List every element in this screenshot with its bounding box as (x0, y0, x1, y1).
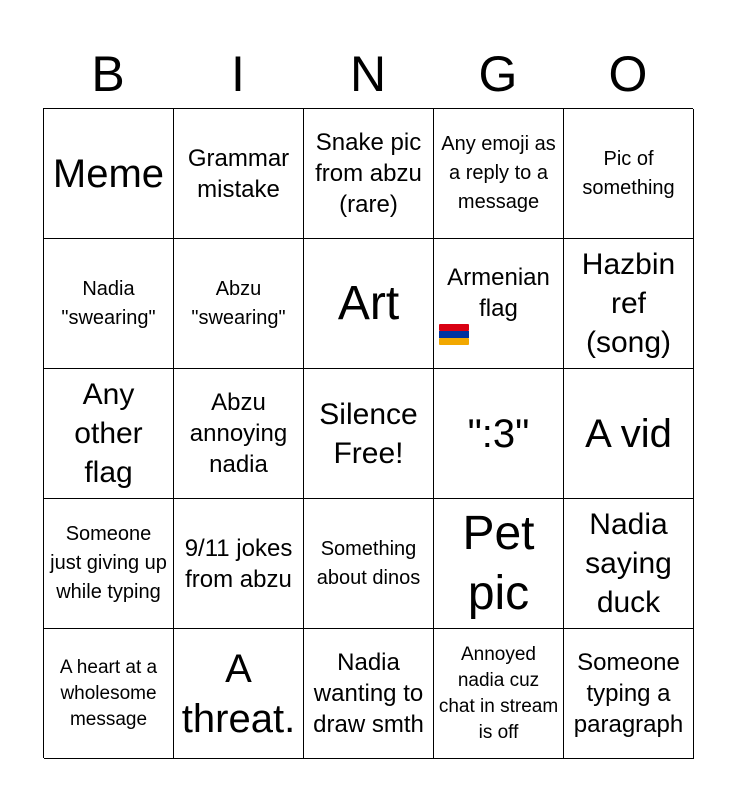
bingo-cell[interactable] (564, 239, 694, 369)
bingo-cell[interactable] (44, 239, 174, 369)
cell-text: Armenian flag (447, 264, 550, 322)
bingo-cell[interactable] (174, 629, 304, 759)
header-letter-b: B (91, 46, 125, 102)
cell-text: Pet pic (462, 506, 535, 620)
cell-text: Pic of something (582, 147, 675, 199)
cell-text: Someone typing a paragraph (573, 649, 684, 738)
cell-text: ":3" (467, 411, 530, 456)
bingo-cell[interactable] (174, 109, 304, 239)
cell-text: Hazbin ref (song) (581, 248, 676, 359)
cell-text: 9/11 jokes from abzu (184, 534, 293, 593)
bingo-cell[interactable] (174, 369, 304, 499)
cell-text: Nadia wanting to draw smth (313, 649, 424, 738)
header-letter-o: O (608, 46, 648, 102)
cell-text: Any emoji as a reply to a message (441, 133, 556, 213)
bingo-cell[interactable] (44, 629, 174, 759)
cell-text: A vid (585, 411, 672, 456)
cell-text: Annoyed nadia cuz chat in stream is off (438, 643, 559, 743)
bingo-cell[interactable] (434, 109, 564, 239)
bingo-cell[interactable] (174, 239, 304, 369)
bingo-cell[interactable] (434, 239, 564, 369)
bingo-cell[interactable] (564, 109, 694, 239)
cell-text: A threat. (181, 646, 296, 741)
header-letter-g: G (478, 46, 518, 102)
bingo-cell[interactable] (434, 499, 564, 629)
cell-text: Art (337, 276, 400, 330)
bingo-cell[interactable] (304, 109, 434, 239)
cell-text: A heart at a wholesome message (59, 656, 158, 730)
cell-text: Silence Free! (319, 397, 418, 470)
bingo-cell[interactable] (564, 369, 694, 499)
bingo-cell[interactable] (174, 499, 304, 629)
free-space-cell[interactable] (304, 369, 434, 499)
bingo-cell[interactable] (434, 369, 564, 499)
cell-text: Any other flag (74, 378, 143, 489)
armenian-flag-icon (439, 324, 469, 345)
header-letter-i: I (231, 46, 245, 102)
bingo-cell[interactable] (44, 369, 174, 499)
cell-text: Someone just giving up while typing (50, 523, 167, 603)
cell-text: Abzu "swearing" (191, 277, 286, 329)
cell-text: Meme (52, 151, 165, 196)
bingo-cell[interactable] (304, 239, 434, 369)
bingo-cell[interactable] (304, 499, 434, 629)
cell-text: Grammar mistake (187, 144, 290, 203)
bingo-cell[interactable] (564, 629, 694, 759)
cell-text: Something about dinos (316, 537, 421, 589)
bingo-header (43, 40, 693, 108)
header-letter-n: N (349, 46, 387, 102)
bingo-cell[interactable] (304, 629, 434, 759)
cell-text: Nadia "swearing" (61, 277, 156, 329)
bingo-cell[interactable] (434, 629, 564, 759)
cell-content (438, 262, 559, 345)
bingo-cell[interactable] (44, 109, 174, 239)
cell-text: Snake pic from abzu (rare) (315, 129, 422, 218)
cell-text: Nadia saying duck (585, 508, 672, 619)
cell-text: Abzu annoying nadia (189, 389, 288, 478)
bingo-cell[interactable] (564, 499, 694, 629)
bingo-grid (43, 108, 693, 758)
bingo-cell[interactable] (44, 499, 174, 629)
